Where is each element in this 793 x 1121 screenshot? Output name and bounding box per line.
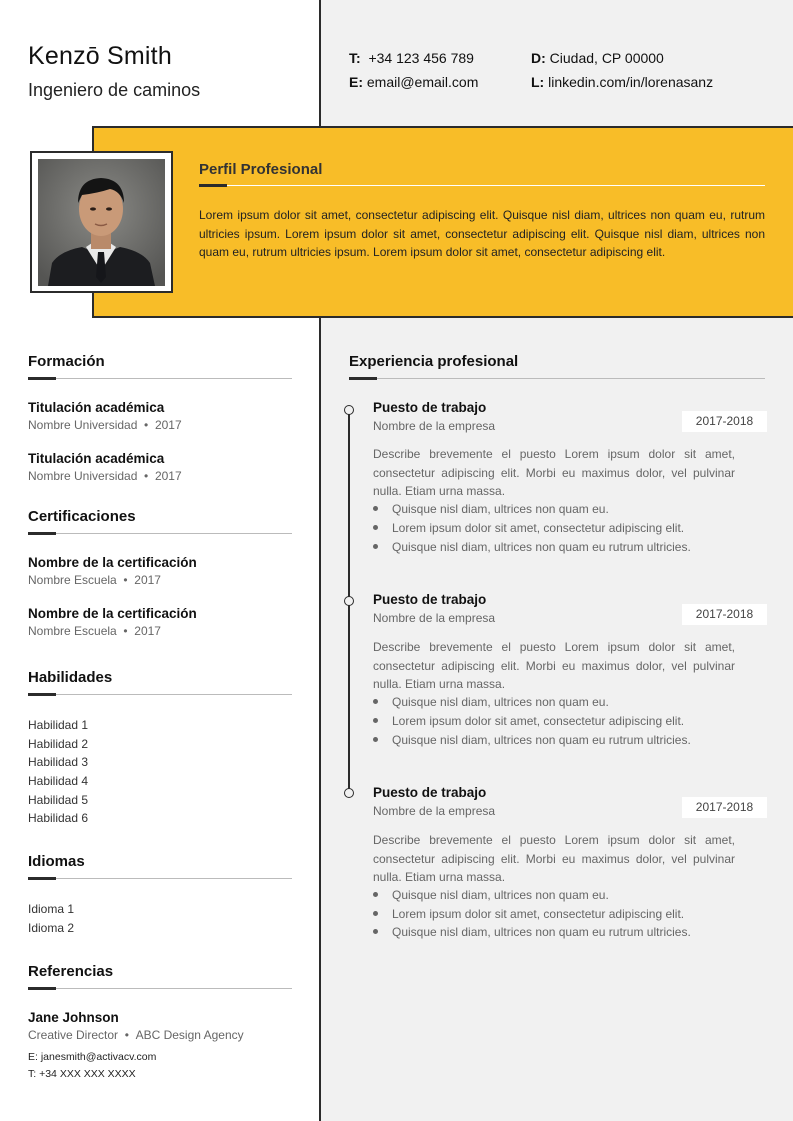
reference-company: ABC Design Agency [135,1028,244,1042]
certification-item-school: Nombre Escuela [28,573,117,587]
job-bullet [373,888,609,902]
job-date-badge: 2017-2018 [682,411,767,432]
timeline-dot-icon [344,788,354,798]
timeline-dot-icon [344,596,354,606]
education-item-sub: Nombre Universidad • 2017 [28,418,182,432]
job-bullet [373,925,691,939]
certifications-rule [28,533,292,534]
skill-item: Habilidad 4 [28,774,89,788]
job-description: Describe brevemente el puesto Lorem ipsum dolor sit amet, consectetur adipiscing elit. Morbi eu maximus dolor, vel pulvinar nulla. Etiam urna massa. [373,640,735,692]
reference-name: Jane Johnson [28,1010,119,1025]
contact-linkedin [531,74,713,90]
job-bullet [373,714,684,728]
bullet-dot-icon [373,699,378,704]
profile-photo-frame [30,151,173,293]
references-accent [28,987,56,990]
contact-address-label: D: [531,50,546,66]
job-bullet-text: Lorem ipsum dolor sit amet, consectetur adipiscing elit. [392,907,685,921]
contact-address [531,50,664,66]
job-company: Nombre de la empresa [373,804,496,818]
job-description: Describe brevemente el puesto Lorem ipsum dolor sit amet, consectetur adipiscing elit. Morbi eu maximus dolor, vel pulvinar nulla. Etiam urna massa. [373,447,735,499]
references-rule [28,988,292,989]
job-bullet [373,907,684,921]
experience-rule [349,378,765,379]
profile-photo [38,159,165,286]
job-bullet [373,695,609,709]
skill-item: Habilidad 5 [28,793,89,807]
certifications-title: Certificaciones [28,508,136,525]
contact-phone [349,50,474,66]
reference-role: Creative Director [28,1028,119,1042]
certifications-accent [28,532,56,535]
job-bullet-text: Lorem ipsum dolor sit amet, consectetur adipiscing elit. [392,714,685,728]
bullet-dot-icon [373,892,378,897]
bullet-dot-icon [373,544,378,549]
skill-item: Habilidad 6 [28,811,89,825]
certification-item-title: Nombre de la certificación [28,555,197,570]
certification-item-year: 2017 [134,573,161,587]
skill-item: Habilidad 3 [28,755,89,769]
job-title: Puesto de trabajo [373,592,487,607]
education-item-year: 2017 [154,418,182,432]
education-item-school: Nombre Universidad [28,418,138,432]
education-title: Formación [28,353,105,370]
contact-email-label: E: [349,74,363,90]
reference-position: Creative Director • ABC Design Agency [28,1028,244,1042]
education-rule [28,378,292,379]
references-title: Referencias [28,963,114,980]
contact-linkedin-value: linkedin.com/in/lorenasanz [548,74,714,90]
job-bullet [373,502,609,516]
skills-title: Habilidades [28,669,113,686]
job-title: Puesto de trabajo [373,400,487,415]
certification-item-sub: Nombre Escuela • 2017 [28,573,161,587]
timeline-dot-icon [344,405,354,415]
language-item: Idioma 2 [28,921,75,935]
job-bullet-text: Quisque nisl diam, ultrices non quam eu. [392,502,609,516]
job-bullet-text: Quisque nisl diam, ultrices non quam eu rutrum ultricies. [392,733,691,747]
education-item-title: Titulación académica [28,451,165,466]
job-date-badge: 2017-2018 [682,797,767,818]
candidate-role: Ingeniero de caminos [28,80,201,100]
education-accent [28,377,56,380]
bullet-dot-icon [373,525,378,530]
skills-accent [28,693,56,696]
certification-item-school: Nombre Escuela [28,624,117,638]
languages-rule [28,878,292,879]
reference-email: E: janesmith@activacv.com [28,1051,157,1063]
job-description: Describe brevemente el puesto Lorem ipsum dolor sit amet, consectetur adipiscing elit. Morbi eu maximus dolor, vel pulvinar nulla. Etiam urna massa. [373,833,735,885]
job-bullet-text: Quisque nisl diam, ultrices non quam eu. [392,888,609,902]
skill-item: Habilidad 1 [28,718,89,732]
contact-email-value: email@email.com [366,74,479,90]
education-item-school: Nombre Universidad [28,469,138,483]
education-item-year: 2017 [154,469,182,483]
profile-summary: Lorem ipsum dolor sit amet, consectetur adipiscing elit. Quisque nisl diam, ultrices non quam eu, rutrum ultricies ipsum. Lorem ipsum dolor sit amet, consectetur adipiscing elit. Quisque nisl diam, ultrices non quam eu, rutrum ultricies ipsum. Lorem ipsum dolor sit amet, consectetur adipiscing elit. [199,208,765,260]
profile-title-rule [199,185,765,186]
job-bullet [373,540,691,554]
contact-linkedin-label: L: [531,74,545,90]
job-bullet-text: Quisque nisl diam, ultrices non quam eu rutrum ultricies. [392,540,691,554]
experience-title: Experiencia profesional [349,353,519,370]
job-bullet-text: Quisque nisl diam, ultrices non quam eu rutrum ultricies. [392,925,691,939]
certification-item-sub: Nombre Escuela • 2017 [28,624,161,638]
languages-accent [28,877,56,880]
certification-item-title: Nombre de la certificación [28,606,197,621]
profile-title: Perfil Profesional [199,161,323,178]
job-bullet-text: Quisque nisl diam, ultrices non quam eu. [392,695,609,709]
job-bullet [373,733,691,747]
education-item-title: Titulación académica [28,400,165,415]
contact-phone-value: +34 123 456 789 [368,50,474,66]
bullet-dot-icon [373,506,378,511]
reference-phone: T: +34 XXX XXX XXXX [28,1068,136,1080]
skill-item: Habilidad 2 [28,737,89,751]
contact-address-value: Ciudad, CP 00000 [549,50,664,66]
job-company: Nombre de la empresa [373,611,496,625]
education-item-sub: Nombre Universidad • 2017 [28,469,182,483]
candidate-name: Kenzō Smith [28,42,172,70]
job-date-badge: 2017-2018 [682,604,767,625]
experience-accent [349,377,377,380]
profile-title-accent [199,184,227,187]
languages-title: Idiomas [28,853,85,870]
contact-email [349,74,478,90]
job-company: Nombre de la empresa [373,419,496,433]
bullet-dot-icon [373,911,378,916]
job-bullet-text: Lorem ipsum dolor sit amet, consectetur adipiscing elit. [392,521,685,535]
bullet-dot-icon [373,718,378,723]
job-bullet [373,521,684,535]
certification-item-year: 2017 [134,624,161,638]
bullet-dot-icon [373,737,378,742]
bullet-dot-icon [373,929,378,934]
contact-phone-label: T: [349,50,361,66]
portrait-illustration [38,159,165,286]
job-title: Puesto de trabajo [373,785,487,800]
skills-rule [28,694,292,695]
language-item: Idioma 1 [28,902,75,916]
